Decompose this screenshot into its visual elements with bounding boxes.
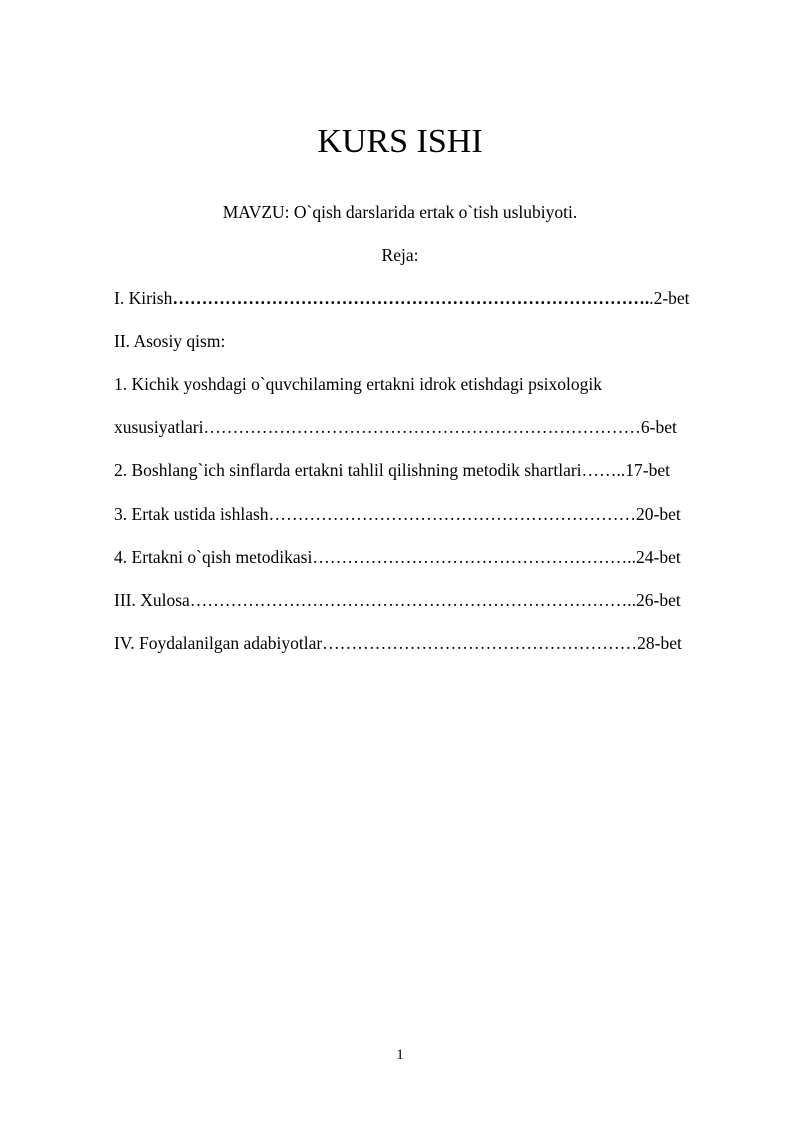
toc-entry-item1-line2: xususiyatlari…………………………………………………………………6-bet bbox=[114, 417, 677, 437]
toc-entry-intro bbox=[114, 286, 690, 310]
document-title: KURS ISHI bbox=[317, 123, 483, 160]
toc-intro-page: .2-bet bbox=[649, 288, 690, 308]
toc-intro-label: I. Kirish bbox=[114, 288, 173, 308]
toc-entry-item3: 3. Ertak ustida ishlash………………………………………………………20-bet bbox=[114, 504, 681, 524]
toc-entry-item2: 2. Boshlang`ich sinflarda ertakni tahlil qilishning metodik shartlari……..17-bet bbox=[114, 460, 671, 480]
toc-entry-item1-line1: 1. Kichik yoshdagi o`quvchilaming ertakni idrok etishdagi psixologik bbox=[114, 374, 602, 394]
toc-entry-item4: 4. Ertakni o`qish metodikasi………………………………………………..24-bet bbox=[114, 547, 681, 567]
page-number: 1 bbox=[396, 1047, 404, 1063]
toc-entry-conclusion: III. Xulosa…………………………………………………………………..26-bet bbox=[114, 590, 681, 610]
toc-intro-leader: ………………………………………………………………………. bbox=[172, 288, 650, 308]
toc-entry-main-part: II. Asosiy qism: bbox=[114, 331, 226, 351]
topic-line: MAVZU: O`qish darslarida ertak o`tish uslubiyoti. bbox=[222, 202, 578, 222]
plan-heading: Reja: bbox=[381, 245, 419, 265]
toc-entry-references: IV. Foydalanilgan adabiyotlar………………………………………………28-bet bbox=[114, 633, 682, 653]
